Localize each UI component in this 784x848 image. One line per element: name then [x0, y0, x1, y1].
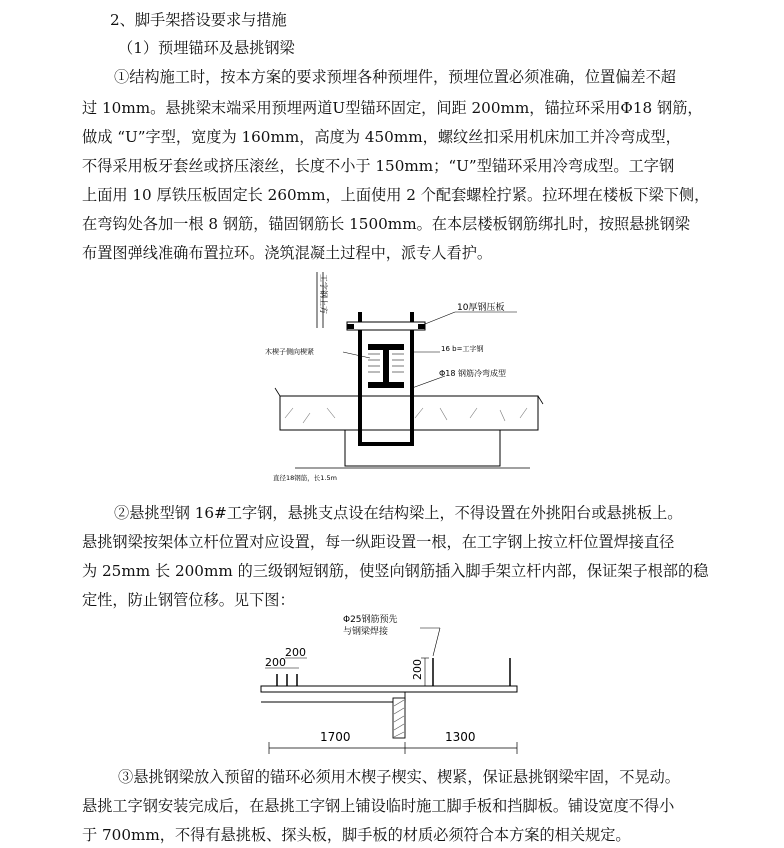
text-line: 做成 “U”字型，宽度为 160mm，高度为 450mm，螺纹丝扣采用机床加工并冷弯成型，	[82, 128, 681, 146]
vertical-label: 工字钢上方	[319, 274, 328, 314]
text-line: 为 25mm 长 200mm 的三级钢短钢筋，使竖向钢筋插入脚手架立杆内部，保证架子根部的稳	[82, 562, 709, 580]
text-line: ①结构施工时，按本方案的要求预埋各种预埋件，预埋位置必须准确，位置偏差不超	[114, 68, 676, 86]
note-line-1: Φ25钢筋预先	[343, 615, 398, 625]
dim-1300: 1300	[445, 730, 476, 744]
dim-200-a: 200	[265, 656, 286, 669]
label-beam: 16 b=工字钢	[441, 345, 484, 353]
text-line: 不得采用板牙套丝或挤压滚丝，长度不小于 150mm；“U”型锚环采用冷弯成型。工字钢	[82, 157, 675, 175]
text-line: 上面用 10 厚铁压板固定长 260mm，上面使用 2 个配套螺栓拧紧。拉环埋在楼板下梁下侧，	[82, 186, 710, 204]
label-wedge: 木楔子侧向楔紧	[265, 348, 314, 356]
text-line: 悬挑工字钢安装完成后，在悬挑工字钢上铺设临时施工脚手板和挡脚板。铺设宽度不得小	[82, 797, 675, 815]
dim-200-b: 200	[285, 646, 306, 659]
dim-200-vertical: 200	[411, 659, 424, 680]
cantilever-beam-diagram	[255, 610, 530, 755]
dim-1700: 1700	[320, 730, 351, 744]
text-line: 悬挑钢梁按架体立杆位置对应设置，每一纵距设置一根，在工字钢上按立杆位置焊接直径	[82, 533, 675, 551]
label-rebar: Φ18 钢筋冷弯成型	[439, 369, 507, 378]
anchor-ring-diagram	[255, 268, 545, 490]
label-plate: 10厚钢压板	[457, 303, 505, 313]
label-bottom: 直径18钢筋，长1.5m	[273, 474, 337, 482]
text-line: 定性，防止钢管位移。见下图：	[82, 591, 295, 609]
text-line: 布置图弹线准确布置拉环。浇筑混凝土过程中，派专人看护。	[82, 244, 493, 262]
text-line: 于 700mm，不得有悬挑板、探头板，脚手板的材质必须符合本方案的相关规定。	[82, 826, 631, 844]
note-line-2: 与钢梁焊接	[343, 627, 389, 637]
text-line: ③悬挑钢梁放入预留的锚环必须用木楔子楔实、楔紧，保证悬挑钢梁牢固，不晃动。	[118, 768, 680, 786]
text-line: 过 10mm。悬挑梁末端采用预埋两道U型锚环固定，间距 200mm，锚拉环采用Φ18 钢筋，	[82, 99, 703, 117]
text-line: 在弯钩处各加一根 8 钢筋，锚固钢筋长 1500mm。在本层楼板钢筋绑扎时，按照悬挑钢梁	[82, 215, 690, 233]
section-title: 2、脚手架搭设要求与措施	[110, 11, 287, 29]
text-line: ②悬挑型钢 16#工字钢，悬挑支点设在结构梁上，不得设置在外挑阳台或悬挑板上。	[114, 504, 683, 522]
subsection-title: （1）预埋锚环及悬挑钢梁	[118, 39, 295, 57]
